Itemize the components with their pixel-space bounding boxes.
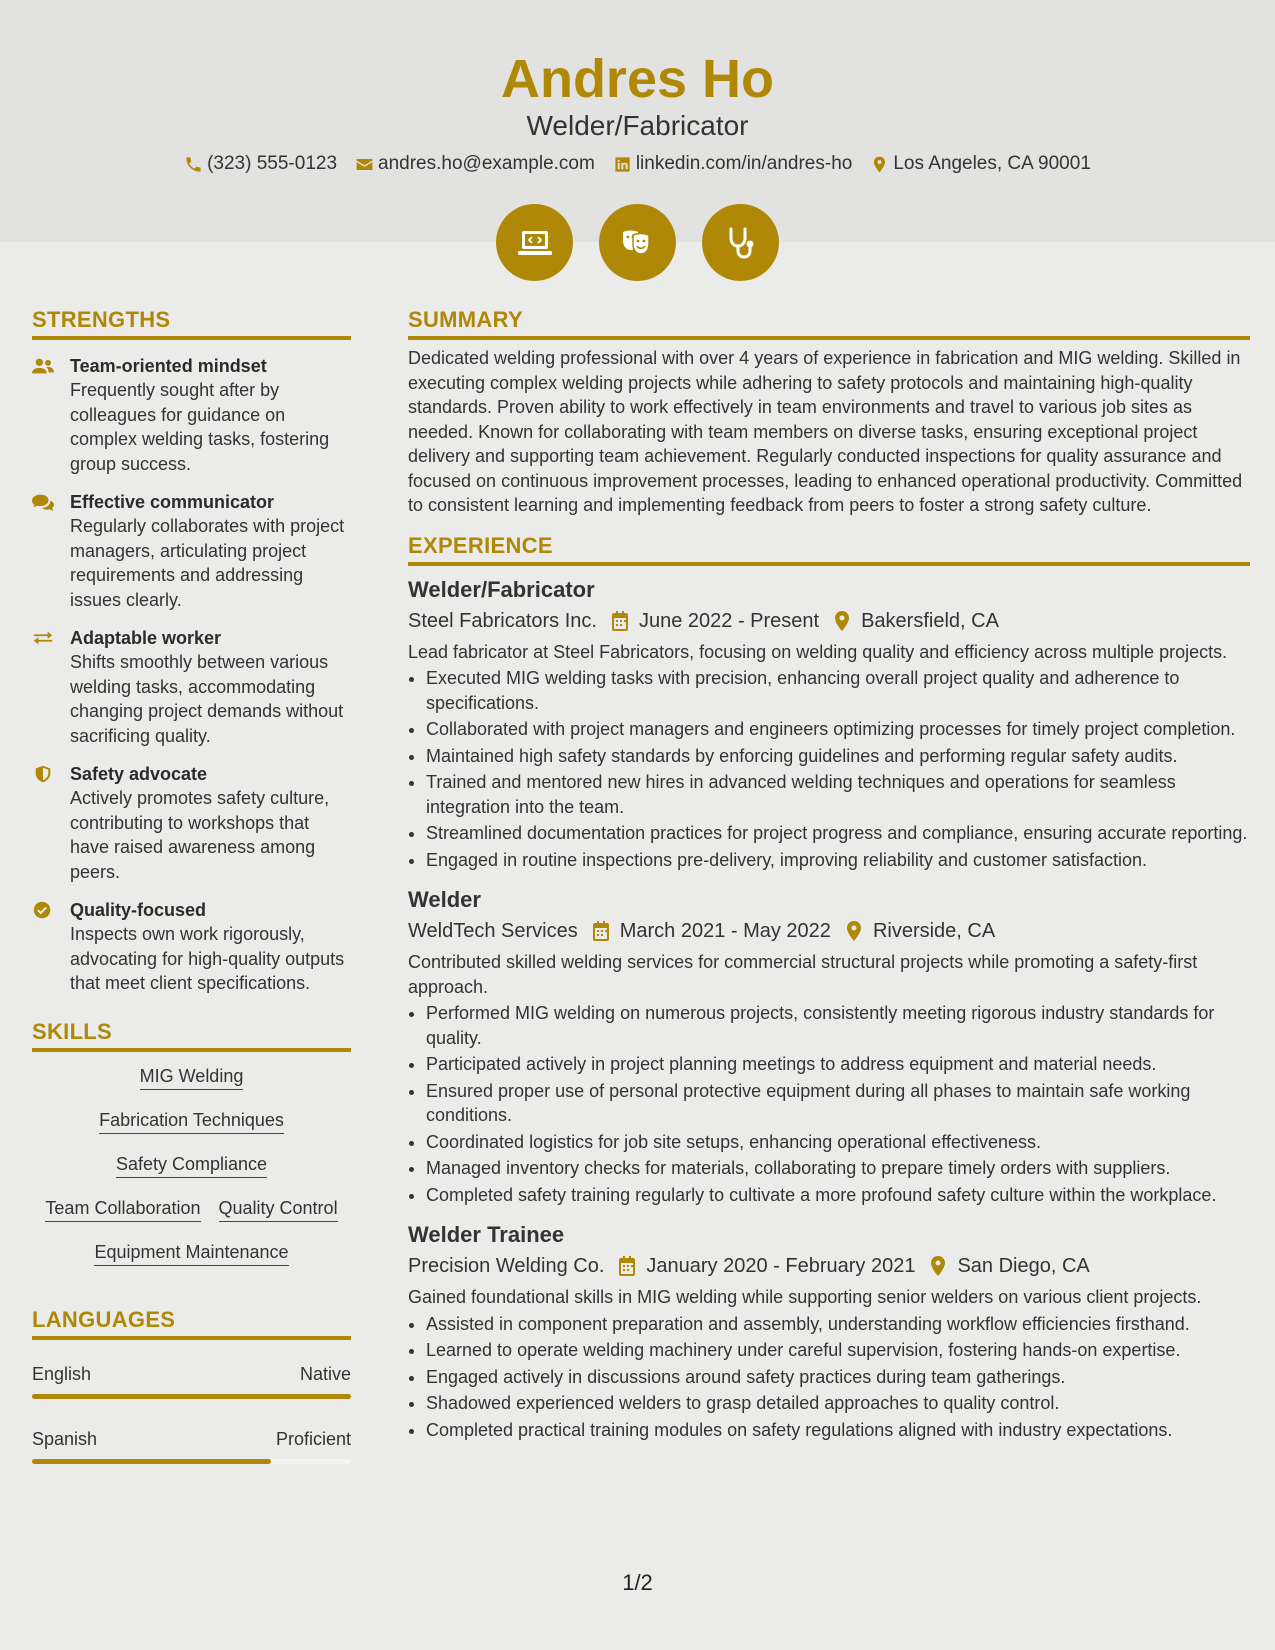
language-item — [32, 1427, 351, 1464]
location-icon — [929, 1256, 947, 1276]
skill-tag: MIG Welding — [140, 1064, 244, 1090]
strength-item — [32, 354, 351, 476]
left-column — [32, 306, 351, 1464]
contact-email[interactable] — [355, 150, 595, 178]
shield-icon — [32, 765, 54, 783]
job-description: Gained foundational skills in MIG welding while supporting senior welders on various client projects. — [408, 1287, 1202, 1307]
theater-masks-icon — [618, 223, 658, 263]
badge-stethoscope — [702, 204, 779, 281]
job-location: San Diego, CA — [957, 1255, 1090, 1277]
strength-title: Safety advocate — [70, 764, 208, 784]
location-icon — [833, 611, 851, 631]
strength-title: Team-oriented mindset — [70, 356, 267, 376]
job-location: Riverside, CA — [872, 920, 996, 942]
job-company: Precision Welding Co. — [408, 1255, 605, 1277]
job-bullets — [408, 1312, 1250, 1443]
icon-badges — [0, 204, 1275, 281]
job-bullet: • Participated actively in project planning meetings to address equipment and material needs. — [426, 1052, 1250, 1077]
skill-tag: Safety Compliance — [116, 1152, 267, 1178]
job-company: Steel Fabricators Inc. — [408, 609, 597, 632]
calendar-icon — [618, 1256, 636, 1276]
job-bullet: • Managed inventory checks for materials, collaborating to prepare timely orders with suppliers. — [426, 1156, 1250, 1181]
job-bullet: • Completed practical training modules on safety regulations aligned with industry expectations. — [426, 1418, 1250, 1443]
job-bullets — [408, 1001, 1250, 1207]
email-icon — [355, 155, 374, 174]
strength-item — [32, 762, 351, 884]
language-name: Spanish — [32, 1428, 98, 1449]
strength-item — [32, 490, 351, 612]
job-description: Contributed skilled welding services for commercial structural projects while promoting a safety-first approach. — [408, 952, 1198, 997]
job-bullet: • Assisted in component preparation and assembly, understanding workflow efficiencies firsthand. — [426, 1312, 1250, 1337]
job-bullet: • Streamlined documentation practices for project progress and compliance, ensuring accurate reporting. — [426, 821, 1250, 846]
strength-desc: Inspects own work rigorously, advocating for high-quality outputs that meet client specifications. — [70, 924, 345, 993]
job-bullet: • Learned to operate welding machinery under careful supervision, fostering hands-on expertise. — [426, 1338, 1250, 1363]
skills-heading: SKILLS — [32, 1018, 351, 1052]
experience-heading: EXPERIENCE — [408, 532, 1250, 566]
summary-text: Dedicated welding professional with over 4 years of experience in fabrication and MIG welding. Skilled in executing complex welding projects while adhering to safety protocols and maintaining high-quality standards. Proven ability to work effectively in team environments and travel to various job sites as needed. Known for collaborating with team members on diverse tasks, ensuring exceptional project delivery and supporting team achievement. Regularly conducted inspections for quality assurance and focused on continuous improvement processes, leading to enhanced operational productivity. Committed to consistent learning and implementing feedback from peers to foster a strong safety culture. — [408, 348, 1243, 515]
strength-item — [32, 626, 351, 748]
job-description: Lead fabricator at Steel Fabricators, focusing on welding quality and efficiency across multiple projects. — [408, 641, 1228, 662]
job-title: Welder/Fabricator — [408, 576, 595, 602]
contact-phone-text: (323) 555-0123 — [207, 153, 338, 174]
skill-tag: Equipment Maintenance — [94, 1240, 288, 1266]
strength-desc: Frequently sought after by colleagues for guidance on complex welding tasks, fostering group success. — [70, 380, 330, 474]
laptop-code-icon — [515, 223, 555, 263]
users-icon — [32, 357, 54, 375]
job-bullet: • Performed MIG welding on numerous projects, consistently meeting rigorous industry standards for quality. — [426, 1001, 1250, 1050]
strengths-heading: STRENGTHS — [32, 306, 351, 340]
strength-desc: Regularly collaborates with project managers, articulating project requirements and addressing issues clearly. — [70, 516, 345, 610]
job-bullet: • Ensured proper use of personal protective equipment during all phases to maintain safe working conditions. — [426, 1079, 1250, 1128]
badge-laptop — [496, 204, 573, 281]
job-entry — [408, 886, 1250, 1207]
job-dates: March 2021 - May 2022 — [619, 920, 831, 942]
check-circle-icon — [32, 901, 54, 919]
language-bar-fill — [32, 1459, 271, 1464]
job-bullet: • Trained and mentored new hires in advanced welding techniques and operations for seamless integration into the team. — [426, 770, 1250, 819]
summary-heading: SUMMARY — [408, 306, 1250, 340]
job-bullet: • Maintained high safety standards by enforcing guidelines and performing regular safety audits. — [426, 744, 1250, 769]
right-column — [408, 306, 1250, 1442]
language-name: English — [32, 1363, 92, 1384]
job-entry — [408, 576, 1250, 873]
languages-heading: LANGUAGES — [32, 1306, 351, 1340]
language-item — [32, 1362, 351, 1399]
job-entry — [408, 1221, 1250, 1442]
job-bullet: • Engaged in routine inspections pre-delivery, improving reliability and customer satisfaction. — [426, 848, 1250, 873]
job-bullet: • Completed safety training regularly to cultivate a more profound safety culture within the workplace. — [426, 1183, 1250, 1208]
language-level: Proficient — [275, 1428, 351, 1449]
job-dates: January 2020 - February 2021 — [646, 1255, 916, 1277]
contact-location-text: Los Angeles, CA 90001 — [893, 153, 1091, 174]
location-icon — [845, 921, 863, 941]
skills-list — [32, 1064, 351, 1266]
strength-title: Adaptable worker — [70, 628, 222, 648]
strength-item — [32, 898, 351, 996]
strength-title: Quality-focused — [70, 900, 207, 920]
badge-masks — [599, 204, 676, 281]
contact-email-text: andres.ho@example.com — [378, 153, 595, 174]
job-location: Bakersfield, CA — [861, 609, 999, 632]
job-bullet: • Collaborated with project managers and engineers optimizing processes for timely project completion. — [426, 717, 1250, 742]
language-level: Native — [299, 1363, 351, 1384]
job-bullet: • Coordinated logistics for job site setups, enhancing operational effectiveness. — [426, 1130, 1250, 1155]
candidate-name: Andres Ho — [500, 49, 775, 109]
skill-tag: Quality Control — [219, 1196, 338, 1222]
contact-linkedin-text: linkedin.com/in/andres-ho — [635, 153, 853, 174]
contact-linkedin[interactable] — [613, 150, 853, 178]
job-title: Welder — [408, 887, 481, 912]
contact-phone — [184, 150, 337, 178]
strength-desc: Shifts smoothly between various welding tasks, accommodating changing project demands without sacrificing quality. — [70, 652, 344, 746]
skill-tag: Fabrication Techniques — [99, 1108, 284, 1134]
contact-bar — [0, 150, 1275, 178]
page-indicator: 1/2 — [622, 1570, 653, 1595]
job-dates: June 2022 - Present — [638, 609, 820, 632]
language-bar-fill — [32, 1394, 351, 1399]
linkedin-icon — [613, 155, 632, 174]
exchange-icon — [32, 629, 54, 647]
candidate-title: Welder/Fabricator — [526, 110, 749, 141]
phone-icon — [184, 155, 203, 174]
skill-tag: Team Collaboration — [45, 1196, 200, 1222]
stethoscope-icon — [721, 223, 761, 263]
contact-location — [870, 150, 1091, 178]
language-bar — [32, 1394, 351, 1399]
calendar-icon — [611, 611, 629, 631]
job-bullet: • Executed MIG welding tasks with precision, enhancing overall project quality and adherence to specifications. — [426, 666, 1250, 715]
location-icon — [870, 155, 889, 174]
strength-title: Effective communicator — [70, 492, 275, 512]
calendar-icon — [592, 921, 610, 941]
job-title: Welder Trainee — [408, 1222, 565, 1247]
comments-icon — [32, 493, 54, 511]
strength-desc: Actively promotes safety culture, contributing to workshops that have raised awareness among peers. — [70, 788, 330, 882]
job-bullet: • Engaged actively in discussions around safety practices during team gatherings. — [426, 1365, 1250, 1390]
job-bullet: • Shadowed experienced welders to grasp detailed approaches to quality control. — [426, 1391, 1250, 1416]
job-company: WeldTech Services — [408, 920, 578, 942]
language-bar — [32, 1459, 351, 1464]
job-bullets — [408, 666, 1250, 872]
